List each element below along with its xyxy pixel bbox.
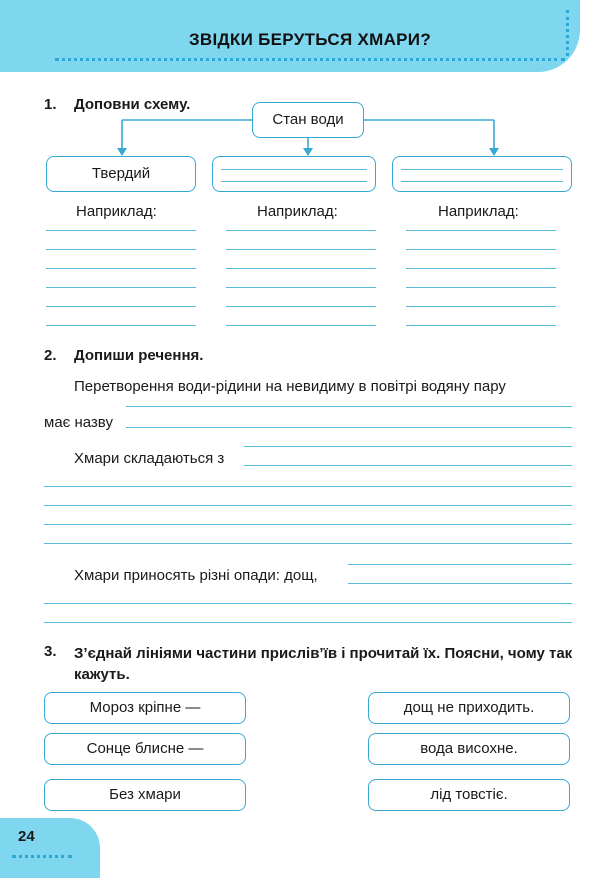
task3-title: З’єднай лініями частини прислів’їв і прочитай їх. Поясни, чому так кажуть. <box>74 645 573 683</box>
scheme-box-empty-1[interactable] <box>212 156 376 192</box>
scheme-box-solid <box>46 156 196 192</box>
proverb-right-1-label: дощ не приходить. <box>403 699 535 716</box>
answer-line[interactable] <box>406 306 556 307</box>
proverb-left-2-label: Сонце блисне — <box>86 740 204 757</box>
proverb-left-3-label: Без хмари <box>109 786 181 803</box>
answer-line[interactable] <box>226 230 376 231</box>
task2-sentence1: Перетворення води-рідини на невидиму в повітрі водяну пару <box>74 378 506 395</box>
answer-line[interactable] <box>406 249 556 250</box>
task2-sentence2: Хмари складаються з <box>74 450 225 467</box>
page-number-tab <box>0 818 100 878</box>
answer-line[interactable] <box>126 427 572 428</box>
answer-line[interactable] <box>406 325 556 326</box>
answer-line[interactable] <box>226 325 376 326</box>
answer-line[interactable] <box>226 306 376 307</box>
page-title: ЗВІДКИ БЕРУТЬСЯ ХМАРИ? <box>188 30 432 49</box>
task3-number: 3. <box>44 643 57 660</box>
example-label-2: Наприклад: <box>257 203 338 220</box>
answer-line[interactable] <box>46 268 196 269</box>
task1-number: 1. <box>44 96 57 113</box>
task2-title: Допиши речення. <box>74 347 204 364</box>
answer-line[interactable] <box>348 583 572 584</box>
answer-line[interactable] <box>226 249 376 250</box>
proverb-left-2[interactable] <box>44 733 246 765</box>
answer-line[interactable] <box>44 486 572 487</box>
answer-line[interactable] <box>348 564 572 565</box>
proverb-right-3-label: лід товстіє. <box>430 786 508 803</box>
answer-line[interactable] <box>46 325 196 326</box>
answer-line[interactable] <box>46 230 196 231</box>
answer-line[interactable] <box>406 268 556 269</box>
task2-sentence1-end: має назву <box>44 414 113 431</box>
scheme-box-empty-2[interactable] <box>392 156 572 192</box>
proverb-right-2-label: вода висохне. <box>420 740 518 757</box>
answer-line[interactable] <box>406 287 556 288</box>
scheme-root-box <box>252 102 364 138</box>
answer-line[interactable] <box>46 287 196 288</box>
answer-line[interactable] <box>44 543 572 544</box>
answer-line[interactable] <box>44 622 572 623</box>
answer-line[interactable] <box>244 446 572 447</box>
answer-line[interactable] <box>44 524 572 525</box>
answer-line[interactable] <box>46 249 196 250</box>
proverb-left-1[interactable] <box>44 692 246 724</box>
proverb-right-2[interactable] <box>368 733 570 765</box>
scheme-box-solid-label: Твердий <box>91 165 151 182</box>
answer-line[interactable] <box>44 505 572 506</box>
page-number-dots <box>12 855 72 858</box>
answer-line[interactable] <box>46 306 196 307</box>
answer-line[interactable] <box>406 230 556 231</box>
answer-line[interactable] <box>226 287 376 288</box>
proverb-left-1-label: Мороз кріпне — <box>89 699 201 716</box>
answer-line[interactable] <box>126 406 572 407</box>
page-number: 24 <box>18 828 35 845</box>
scheme-root-label: Стан води <box>272 111 344 128</box>
answer-line[interactable] <box>244 465 572 466</box>
proverb-right-1[interactable] <box>368 692 570 724</box>
proverb-left-3[interactable] <box>44 779 246 811</box>
task1-title: Доповни схему. <box>74 96 191 113</box>
example-label-1: Наприклад: <box>76 203 157 220</box>
answer-line[interactable] <box>44 603 572 604</box>
task2-sentence3: Хмари приносять різні опади: дощ, <box>74 567 318 584</box>
proverb-right-3[interactable] <box>368 779 570 811</box>
example-label-3: Наприклад: <box>438 203 519 220</box>
answer-line[interactable] <box>226 268 376 269</box>
task2-number: 2. <box>44 347 57 364</box>
